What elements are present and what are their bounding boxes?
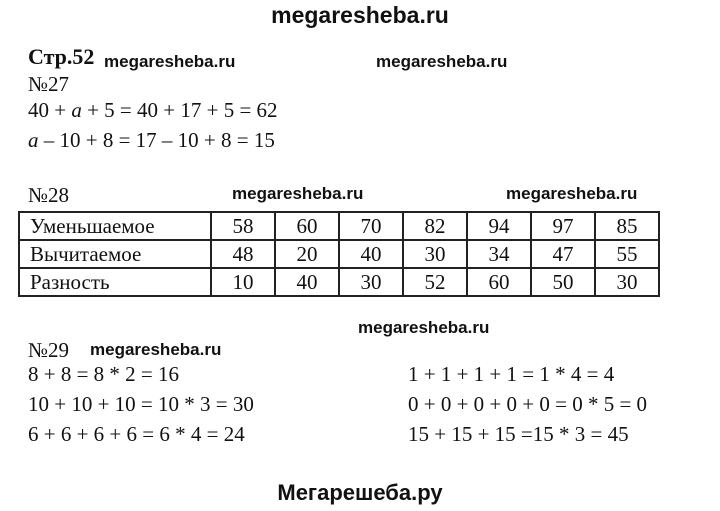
row-header: Вычитаемое [19,240,211,268]
row-header: Уменьшаемое [19,212,211,240]
watermark-task28-left: megaresheba.ru [232,184,364,203]
table-cell: 60 [467,268,531,296]
difference-table [18,211,660,297]
watermark-mid-left: megaresheba.ru [104,52,236,71]
watermark-mid-right: megaresheba.ru [376,52,508,71]
task28-label: №28 [28,183,70,207]
task29-left-line-2: 10 + 10 + 10 = 10 * 3 = 30 [28,392,254,416]
table-cell: 60 [275,212,339,240]
table-row [19,212,659,240]
watermark-task28-right: megaresheba.ru [506,184,638,203]
table-cell: 97 [531,212,595,240]
task29-right-line-3: 15 + 15 + 15 =15 * 3 = 45 [408,422,629,446]
page-label: Стр.52 [28,44,95,69]
task27-line-2: a – 10 + 8 = 17 – 10 + 8 = 15 [28,128,275,152]
table-cell: 82 [403,212,467,240]
table-cell: 10 [211,268,275,296]
table-cell: 85 [595,212,659,240]
task29-left-line-1: 8 + 8 = 8 * 2 = 16 [28,362,180,386]
watermark-task29-left: megaresheba.ru [90,340,222,359]
watermark-task29-right: megaresheba.ru [358,318,490,337]
table-cell: 47 [531,240,595,268]
task27-line-1: 40 + a + 5 = 40 + 17 + 5 = 62 [28,98,278,122]
table-cell: 20 [275,240,339,268]
table-cell: 30 [595,268,659,296]
table-cell: 40 [275,268,339,296]
task29-right-line-1: 1 + 1 + 1 + 1 = 1 * 4 = 4 [408,362,615,386]
task29-right-line-2: 0 + 0 + 0 + 0 + 0 = 0 * 5 = 0 [408,392,648,416]
table-cell: 30 [339,268,403,296]
table-cell: 58 [211,212,275,240]
table-cell: 50 [531,268,595,296]
row-header: Разность [19,268,211,296]
task29-left-line-3: 6 + 6 + 6 + 6 = 6 * 4 = 24 [28,422,245,446]
task29-label: №29 [28,338,70,362]
watermark-top: megaresheba.ru [271,2,449,28]
table-cell: 48 [211,240,275,268]
table-row [19,268,659,296]
table-cell: 52 [403,268,467,296]
table-cell: 70 [339,212,403,240]
table-row [19,240,659,268]
table-cell: 94 [467,212,531,240]
watermark-bottom: Мегарешеба.ру [277,480,443,505]
table-cell: 34 [467,240,531,268]
table-cell: 55 [595,240,659,268]
table-cell: 30 [403,240,467,268]
table-cell: 40 [339,240,403,268]
task27-label: №27 [28,72,70,96]
